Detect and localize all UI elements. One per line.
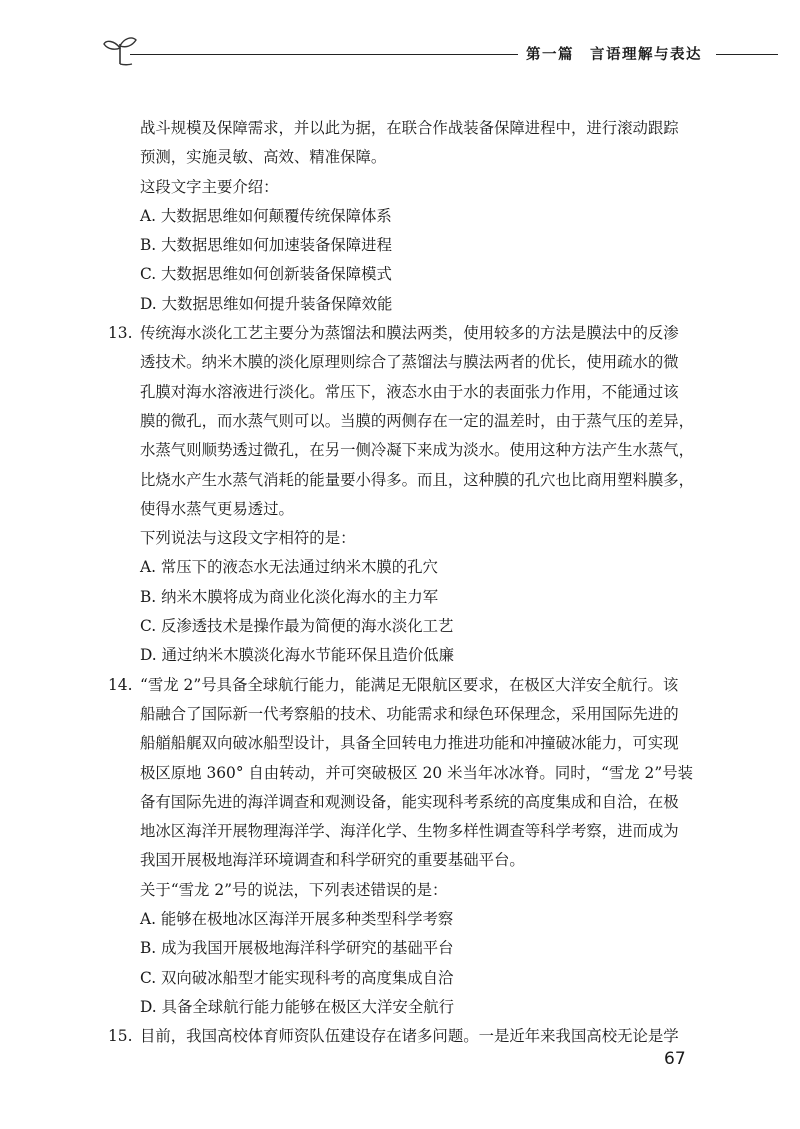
text-line: 备有国际先进的海洋调查和观测设备，能实现科考系统的高度集成和自洽，在极 [140,792,679,811]
question-prompt: 下列说法与这段文字相符的是： [140,529,356,548]
page-content [108,114,706,1052]
question-12-continuation [108,114,706,202]
question-14 [108,671,706,905]
option-b: B. 成为我国开展极地海洋科学研究的基础平台 [140,939,454,958]
question-13 [108,319,706,553]
chapter-title: 第一篇 言语理解与表达 [526,47,702,63]
text-line: 船艏船艉双向破冰船型设计，具备全回转电力推进功能和冲撞破冰能力，可实现 [140,734,679,753]
page-number: 67 [664,1049,686,1069]
option-d: D. 大数据思维如何提升装备保障效能 [140,294,393,313]
text-line: 比烧水产生水蒸气消耗的能量要小得多。而且，这种膜的孔穴也比商用塑料膜多， [140,470,695,489]
text-line: 船融合了国际新一代考察船的技术、功能需求和绿色环保理念，采用国际先进的 [140,704,679,723]
question-number: 13. [108,324,133,343]
text-line: 极区原地 360° 自由转动，并可突破极区 20 米当年冰冰脊。同时，“雪龙 2”号装 [140,763,693,782]
text-line: 战斗规模及保障需求，并以此为据，在联合作战装备保障进程中，进行滚动跟踪 [140,119,679,137]
text-line: 透技术。纳米木膜的淡化原理则综合了蒸馏法与膜法两者的优长，使用疏水的微 [140,353,679,372]
text-line: 预测，实施灵敏、高效、精准保障。 [140,148,387,167]
option-d: D. 通过纳米木膜淡化海水节能环保且造价低廉 [140,646,454,665]
text-line: 我国开展极地海洋环境调查和科学研究的重要基础平台。 [140,851,525,870]
option-c: C. 双向破冰船型才能实现科考的高度集成自洽 [140,968,454,987]
option-a: A. 常压下的液态水无法通过纳米木膜的孔穴 [140,558,438,577]
option-c: C. 大数据思维如何创新装备保障模式 [140,265,392,284]
option-d: D. 具备全球航行能力能够在极区大洋安全航行 [140,997,454,1016]
text-line: 膜的微孔，而水蒸气则可以。当膜的两侧存在一定的温差时，由于蒸气压的差异， [140,411,695,430]
text-line: 目前，我国高校体育师资队伍建设存在诸多问题。一是近年来我国高校无论是学 [140,1027,679,1046]
option-a: A. 能够在极地冰区海洋开展多种类型科学考察 [140,910,454,929]
question-15 [108,1022,706,1051]
option-c: C. 反渗透技术是操作最为简便的海水淡化工艺 [140,617,454,636]
text-line: “雪龙 2”号具备全球航行能力，能满足无限航区要求，在极区大洋安全航行。该 [140,675,679,694]
text-line: 使得水蒸气更易透过。 [140,499,294,518]
text-line: 水蒸气则顺势透过微孔，在另一侧冷凝下来成为淡水。使用这种方法产生水蒸气， [140,441,695,460]
sprout-icon [100,34,140,68]
question-number: 14. [108,675,133,694]
running-header [100,34,778,74]
text-line: 孔膜对海水溶液进行淡化。常压下，液态水由于水的表面张力作用，不能通过该 [140,382,679,401]
text-line: 地冰区海洋开展物理海洋学、海洋化学、生物多样性调查等科学考察，进而成为 [140,822,679,841]
header-rule-right [716,54,778,55]
question-number: 15. [108,1027,133,1046]
option-a: A. 大数据思维如何颠覆传统保障体系 [140,206,392,225]
question-prompt: 这段文字主要介绍： [140,177,279,196]
text-line: 传统海水淡化工艺主要分为蒸馏法和膜法两类，使用较多的方法是膜法中的反渗 [140,324,679,343]
header-rule-left [130,54,518,55]
option-b: B. 大数据思维如何加速装备保障进程 [140,236,392,255]
option-b: B. 纳米木膜将成为商业化淡化海水的主力军 [140,587,439,606]
question-prompt: 关于“雪龙 2”号的说法，下列表述错误的是： [140,880,448,899]
